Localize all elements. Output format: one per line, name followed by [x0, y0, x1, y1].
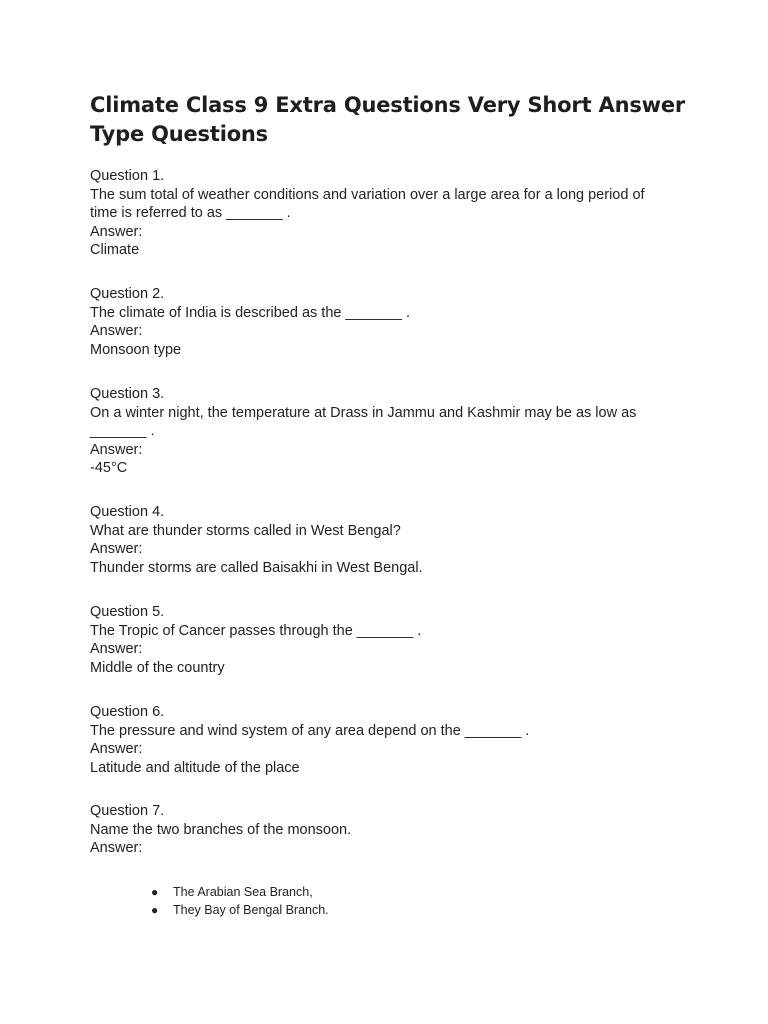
list-item [148, 901, 329, 919]
question-label: Question 6. [90, 704, 165, 720]
answer-label: Answer: [90, 741, 143, 758]
question-text: What are thunder storms called in West Bengal? [90, 522, 401, 539]
answer-text: Latitude and altitude of the place [90, 759, 300, 776]
page-title: Climate Class 9 Extra Questions Very Short Answer Type Questions [90, 93, 686, 146]
question-block-7 [90, 802, 690, 858]
question-label: Question 2. [90, 286, 165, 302]
bullet-icon: ● [151, 885, 159, 899]
list-item-text: The Arabian Sea Branch, [173, 885, 313, 899]
question-label: Question 5. [90, 604, 165, 620]
question-text: Name the two branches of the monsoon. [90, 821, 352, 838]
list-item [148, 883, 329, 901]
question-block-1 [90, 167, 690, 260]
answer-label: Answer: [90, 641, 143, 658]
answer-label: Answer: [90, 441, 143, 458]
answer-text: -45°C [90, 460, 128, 477]
question-label: Question 7. [90, 803, 165, 819]
answer-label: Answer: [90, 541, 143, 558]
question-label: Question 4. [90, 504, 165, 520]
bullet-icon: ● [151, 903, 159, 917]
list-item-text: They Bay of Bengal Branch. [173, 903, 329, 917]
question-block-6 [90, 703, 690, 777]
answer-bullet-list [148, 883, 329, 919]
answer-label: Answer: [90, 223, 143, 240]
answer-text: Thunder storms are called Baisakhi in West Bengal. [90, 559, 423, 576]
question-text: The climate of India is described as the _______ . [90, 304, 410, 321]
question-block-4 [90, 503, 690, 577]
question-label: Question 1. [90, 168, 165, 184]
question-block-3 [90, 385, 690, 478]
question-text: The sum total of weather conditions and variation over a large area for a long period of time is referred to as _______ . [90, 186, 645, 222]
question-label: Question 3. [90, 386, 165, 402]
answer-label: Answer: [90, 323, 143, 340]
answer-label: Answer: [90, 840, 143, 857]
answer-text: Climate [90, 242, 140, 259]
question-text: The Tropic of Cancer passes through the _______ . [90, 622, 422, 639]
answer-text: Middle of the country [90, 659, 225, 676]
question-block-5 [90, 603, 690, 677]
question-text: The pressure and wind system of any area depend on the _______ . [90, 722, 530, 739]
answer-text: Monsoon type [90, 341, 182, 358]
question-block-2 [90, 285, 690, 359]
question-text: On a winter night, the temperature at Drass in Jammu and Kashmir may be as low as _______ . [90, 404, 637, 440]
